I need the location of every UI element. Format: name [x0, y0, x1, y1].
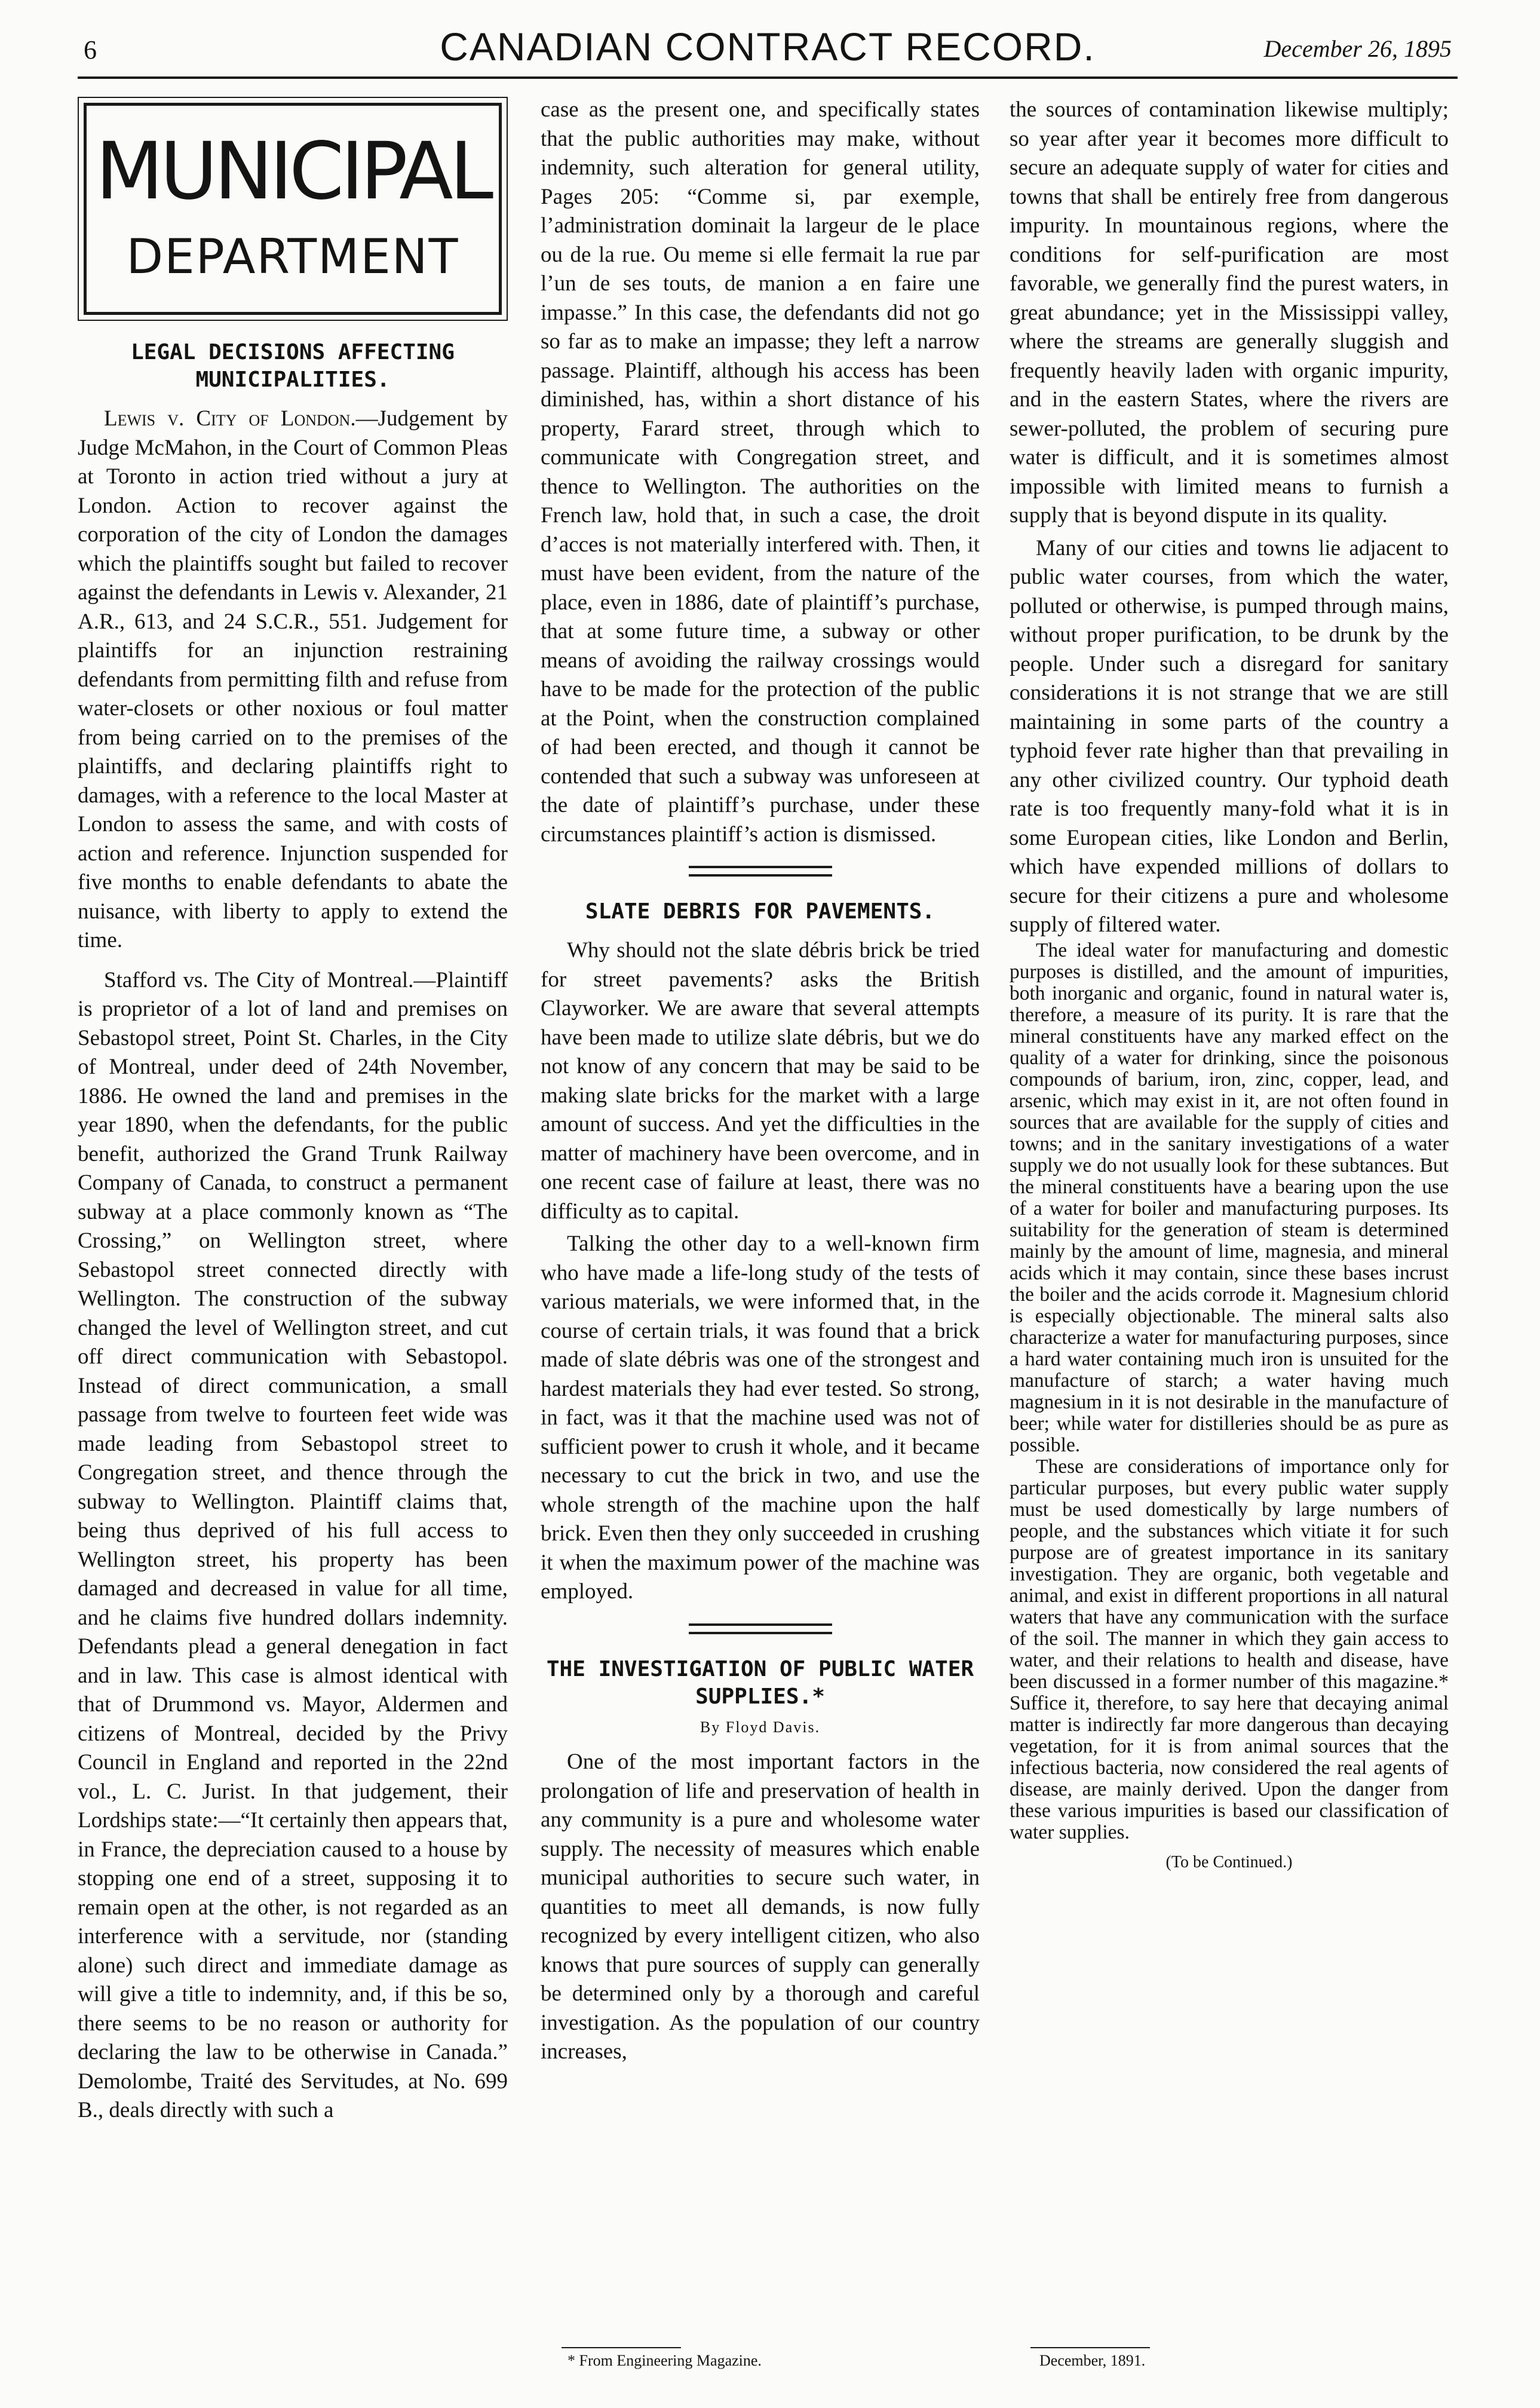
slate-paragraph-1: Why should not the slate débris brick be tried for street pavements? asks the British Clayworker. We are aware that several attempts have been made to utilize slate débris, but we do not know of any concern that may be said to be making slate bricks for the market with a large amount of success. And yet the difficulties in the matter of machinery have been overcome, and in one recent case of failure at least, there was no difficulty as to capital.	[541, 938, 980, 1224]
legal-decisions-title: LEGAL DECISIONS AFFECTING MUNICIPALITIES.	[131, 340, 455, 392]
water-paragraph-4: These are considerations of importance only for particular purposes, but every public water supply must be used domestically by large numbers of people, and the substances which vitiate it for such purpose are of greatest importance in its sanitary investigation. They are organic, both vegetable and animal, and exist in different proportions in all natural waters that have any communication with the surface of the soil. The manner in which they gain access to water, and their relations to health and disease, have been discussed in a former number of this magazine.* Suffice it, therefore, to say here that decaying animal matter is indirectly far more dangerous than decaying vegetation, for it is from animal sources that the infectious bacteria, now considered the real agents of disease, are mainly derived. Upon the danger from these various impurities is based our classification of water supplies.	[1010, 1455, 1449, 1843]
legal-paragraph-1	[78, 405, 508, 955]
water-paragraph-3: The ideal water for manufacturing and domestic purposes is distilled, and the amount of impurities, both inorganic and organic, found in natural water is, therefore, a measure of its purity. It is rare that the mineral constituents have any marked effect on the quality of a water for drinking, since the poisonous compounds of barium, iron, zinc, copper, lead, and arsenic, which may exist in it, are not often found in sources that are available for the supply of cities and towns; and in the sanitary investigations of a water supply we do not usually look for these subtances. But the mineral constituents have a bearing upon the use of a water for boiler and manufacturing purposes. Its suitability for the generation of steam is determined mainly by the amount of lime, magnesia, and mineral acids which it may contain, since these bases incrust the boiler and the acids corrode it. Magnesium chlorid is especially objectionable. The mineral salts also characterize a water for manufacturing purposes, since a hard water containing much iron is unsuited for the manufacture of starch; a water having much magnesium in it is not desirable in the manufacture of beer; while water for distilleries should be as pure as possible.	[1010, 939, 1449, 1456]
water-paragraph-1-continued: the sources of contamination likewise multiply; so year after year it becomes more difficult to secure an adequate supply of water for cities and towns that shall be entirely free from dangerous impurity. In mountainous regions, where the conditions for self-purification are most favorable, we generally find the purest waters, in great abundance; yet in the Mississippi valley, where the streams are generally sluggish and frequently heavily laden with organic impurity, and in the eastern States, where the rivers are sewer-polluted, the problem of securing pure water is difficult, and it is sometimes almost impossible with limited means to furnish a supply that is beyond dispute in its quality.	[1010, 97, 1449, 528]
department-title-line2: DEPARTMENT	[126, 229, 459, 284]
column-3	[1010, 96, 1449, 1877]
header-rule	[78, 76, 1458, 79]
footnote-center: * From Engineering Magazine.	[567, 2352, 762, 2369]
author-byline: By Floyd Davis.	[700, 1718, 821, 1736]
water-supplies-title: THE INVESTIGATION OF PUBLIC WATER SUPPLIES.*	[546, 1656, 974, 1709]
to-be-continued: (To be Continued.)	[1165, 1852, 1293, 1871]
legal-paragraph-2-continued: case as the present one, and specifically states that the public authorities may make, without indemnity, such alteration for general utility, Pages 205: “Comme si, par exemple, l’administration dominait la largeur de le place ou de la rue. Ou meme si elle fermait la rue par l’un de ses touts, de manion a en faire une impasse.” In this case, the defendants did not go so far as to make an impasse; they left a narrow passage. Plaintiff, although his access has been diminished, has, within a short distance of his property, Farard street, through which to communicate with Congregation street, and thence to Wellington. The authorities on the French law, hold that, in such a case, the droit d’acces is not materially interfered with. Then, it must have been evident, from the nature of the place, even in 1886, date of plaintiff’s purchase, that at some future time, a subway or other means of avoiding the railway crossings would have to be made for the protection of the public at the Point, when the construction complained of had been erected, and though it cannot be contended that such a subway was unforeseen at the date of plaintiff’s purchase, under these circumstances plaintiff’s action is dismissed.	[541, 97, 980, 847]
section-divider	[689, 1623, 832, 1634]
column-1	[78, 96, 508, 2125]
slate-paragraph-2: Talking the other day to a well-known firm who have made a life-long study of the tests of various materials, we were informed that, in the course of certain trials, it was found that a brick made of slate débris was one of the strongest and hardest materials they had ever tested. So strong, in fact, was it that the machine used was not of sufficient power to crush it whole, and it became necessary to cut the brick in two, and use the whole strength of the machine upon the half brick. Even then they only succeeded in crushing it when the maximum power of the machine was employed.	[541, 1231, 980, 1604]
footnote-rule-right	[1030, 2347, 1150, 2348]
water-paragraph-2: Many of our cities and towns lie adjacent to public water courses, from which the water, polluted or otherwise, is pumped through mains, without proper purification, to be drunk by the people. Under such a disregard for sanitary considerations it is not strange that we are still maintaining in some parts of the country a typhoid fever rate higher than that prevailing in any other civilized country. Our typhoid death rate is too frequently many-fold what it is in some European cities, like London and Berlin, which have expended millions of dollars to secure for their citizens a pure and wholesome supply of filtered water.	[1010, 535, 1449, 937]
slate-debris-title: SLATE DEBRIS FOR PAVEMENTS.	[585, 899, 935, 924]
page-header	[84, 24, 1452, 72]
section-divider	[689, 866, 832, 877]
footnote-rule-center	[562, 2347, 681, 2348]
department-title-line1: MUNICIPAL	[95, 125, 490, 217]
legal-paragraph-1-text: —Judgement by Judge McMahon, in the Court of Common Pleas at Toronto in action tried without a jury at London. Action to recover against the corporation of the city of London the damages which the plaintiffs sought but failed to recover against the defendants in Lewis v. Alexander, 21 A.R., 613, and 24 S.C.R., 551. Judgement for plaintiffs for an injunction restraining defendants from permitting filth and refuse from water-closets or other noxious or foul matter from being carried on to the premises of the plaintiffs, and declaring plaintiffs right to damages, with a reference to the local Master at London to assess the same, and with costs of action and reference. Injunction suspended for five months to enable defendants to abate the nuisance, with liberty to apply to extend the time.	[78, 406, 508, 952]
page-number: 6	[84, 35, 97, 65]
small-type-block	[1010, 940, 1449, 1843]
column-2	[541, 96, 980, 2067]
issue-date: December 26, 1895	[1263, 35, 1452, 62]
water-paragraph-1: One of the most important factors in the prolongation of life and preservation of health in any community is a pure and wholesome water supply. The necessity of measures which enable municipal authorities to secure such water, in quantities to meet all demands, is now fully recognized by every intelligent citizen, who also knows that pure sources of supply can generally be determined only by a thorough and careful investigation. As the population of our country increases,	[541, 1750, 980, 2064]
municipal-department-box	[84, 103, 502, 315]
case-name-lewis: Lewis v. City of London.	[104, 406, 356, 431]
journal-title: CANADIAN CONTRACT RECORD.	[440, 24, 1096, 69]
legal-paragraph-2: Stafford vs. The City of Montreal.—Plaintiff is proprietor of a lot of land and premises on Sebastopol street, Point St. Charles, in the City of Montreal, under deed of 24th November, 1886. He owned the land and premises in the year 1890, when the defendants, for the public benefit, authorized the Grand Trunk Railway Company of Canada, to construct a permanent subway at a place commonly known as “The Crossing,” on Wellington street, where Sebastopol street connected directly with Wellington. The construction of the subway changed the level of Wellington street, and cut off direct communication with Sebastopol. Instead of direct communication, a small passage from twelve to fourteen feet wide was made leading from Sebastopol street to Congregation street, and thence through the subway to Wellington. Plaintiff claims that, being thus deprived of his full access to Wellington street, his property has been damaged and decreased in value for all time, and he claims five hundred dollars indemnity. Defendants plead a general denegation in fact and in law. This case is almost identical with that of Drummond vs. Mayor, Aldermen and citizens of Montreal, decided by the Privy Council in England and reported in the 22nd vol., L. C. Jurist. In that judgement, their Lordships state:—“It certainly then appears that, in France, the depreciation caused to a house by stopping one end of a street, supposing it to remain open at the other, is not regarded as an interference with a servitude, nor (standing alone) such direct and immediate damage as will give a title to indemnity, and, if this be so, there seems to be no reason or authority for declaring the law to be otherwise in Canada.” Demolombe, Traité des Servitudes, at No. 699 B., deals directly with such a	[78, 967, 508, 2122]
footnote-right: December, 1891.	[1039, 2352, 1146, 2369]
